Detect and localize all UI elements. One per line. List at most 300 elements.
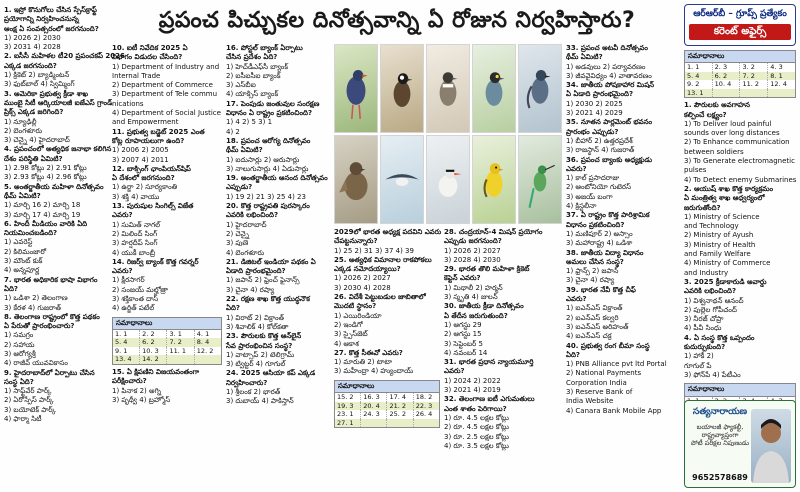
option-line: 3) 2031 4) 2028: [4, 43, 61, 52]
question-line: విధానం ఏ రాష్ట్రం ప్రకటించింది?: [226, 109, 313, 118]
option-line: 1) ఎయిరిండియా: [334, 311, 382, 320]
question-line: 11. ప్రభుత్వ బడ్జెట్ 2025 ఎంత: [112, 127, 205, 136]
answer-cell: [387, 419, 413, 428]
answer-cell: 1. 1: [685, 63, 712, 72]
question-line: 18. ప్రపంచ ఆరోగ్య దినోత్సవం: [226, 136, 311, 145]
option-line: and Industry: [684, 268, 729, 277]
option-line: 3) ఆరోగ్యశ్రీ: [4, 349, 36, 358]
option-line: 3) పుణె: [226, 239, 249, 248]
answer-cell: [712, 89, 740, 98]
answer-cell: 21. 2: [387, 402, 413, 411]
option-line: 3) రూ. 2.5 లక్షల కోట్లు: [444, 432, 509, 441]
option-line: 1) సుమిత్ నాగల్: [112, 220, 161, 229]
column-5: [444, 228, 562, 484]
badge-subtitle: ఆర్‌ఆర్‌బీ – గ్రూప్స్ ప్రత్యేకం: [693, 9, 787, 19]
option-line: 3) To Generate electromagnetic: [684, 157, 795, 166]
answer-cell: 27. 1: [335, 419, 361, 428]
answer-box-2: [334, 380, 440, 428]
option-line: 3) ఫోన్‌పే 4) పేటీఎం: [684, 370, 741, 379]
option-line: Corporation India: [566, 378, 627, 387]
option-line: 4) Department of Social Justice: [112, 109, 221, 118]
option-line: 3) నాలుగుసార్లు 4) ఏడుసార్లు: [226, 164, 309, 173]
question-line: ఎవరు?: [566, 295, 587, 304]
question-line: 25. అత్యధిక విమానాల రాకపోకలు: [334, 255, 432, 264]
option-line: 4) బెంగళూరు: [226, 248, 265, 257]
column-3: [226, 44, 330, 484]
sparrow-photo-collage: [334, 44, 562, 224]
option-line: 1) 2026 2) 2027: [444, 246, 501, 255]
bird-photo: [334, 44, 378, 133]
option-line: 4) పీవీ సింధు: [684, 324, 722, 333]
question-line: 40. ప్రభుత్వ రంగ బీమా సంస్థ: [566, 341, 650, 350]
option-line: and Family Welfare: [684, 250, 751, 259]
option-line: 3) చైనా 4) రష్యా: [226, 285, 275, 294]
badge-title: కరెంట్ అఫైర్స్: [689, 24, 791, 40]
column-7-questions: [684, 101, 796, 380]
question-line: 24. 2025 ఆసియా కప్ ఎక్కడ: [226, 369, 316, 378]
option-line: 3) మార్చి 17 4) మార్చి 19: [4, 210, 81, 219]
option-line: 4) ఆకాశ: [334, 339, 359, 348]
answer-cell: 1. 1: [113, 330, 140, 339]
answer-cell: 12. 2: [196, 346, 214, 355]
option-line: 2) ఆగస్టు 15: [444, 330, 482, 339]
question-line: 27. కొత్త సీఈవో ఎవరు?: [334, 348, 403, 357]
question-line: 1. పౌరులకు అవగాహన: [684, 101, 750, 110]
question-line: 22. రక్షణ శాఖ కొత్త యుద్ధనౌక: [226, 295, 310, 304]
option-line: 2) To Enhance communication: [684, 138, 790, 147]
option-line: 2) ఐసీఐసీఐ బ్యాంక్: [226, 71, 281, 80]
bird-photo: [380, 44, 424, 133]
option-line: 2) ఆంటోనియో గుటెరస్: [566, 183, 631, 192]
option-line: 1) హెచ్‌డీఎఫ్‌సీ బ్యాంక్: [226, 62, 288, 71]
answer-cell: 24. 3: [361, 410, 387, 419]
question-line: 30. జాతీయ క్రీడా దినోత్సవం: [444, 302, 524, 311]
option-line: 4) రాజీవ్ యువవికాసం: [4, 359, 68, 368]
option-line: 1) మార్చి 16 2) మార్చి 18: [4, 201, 81, 210]
author-box: [684, 400, 796, 488]
question-line: 14. రిజర్వ్ బ్యాంక్ కొత్త గవర్నర్: [112, 257, 199, 266]
question-line: ఎవరు?: [566, 164, 587, 173]
option-line: 1) విశ్వనాథన్ ఆనంద్: [684, 296, 744, 305]
option-line: 3) సెప్టెంబర్ 5: [444, 339, 483, 348]
question-line: థీమ్ ఏమిటి?: [566, 53, 603, 62]
bird-photo: [334, 135, 378, 224]
question-line: 31. భారత ప్రధాన న్యాయమూర్తి: [444, 358, 534, 367]
option-line: 3) Ministry of Health: [684, 240, 756, 249]
option-line: 1) శ్రీలంక 2) భారత్: [226, 387, 281, 396]
option-line: 2) సంజయ్ మల్హోత్రా: [112, 285, 168, 294]
option-line: 3) బయోటెక్ పార్క్: [4, 405, 56, 414]
option-line: 3) మహీంద్రా 4) హ్యుందాయ్: [334, 367, 414, 376]
option-line: 2) ఇండిగో: [334, 320, 363, 329]
option-line: 1) ఐఎన్ఎస్ విక్రాంత్: [566, 304, 623, 313]
column-2-questions: [112, 44, 222, 314]
option-line: 1) 2.98 కోట్లు 2) 2.91 కోట్లు: [4, 164, 87, 173]
answer-cell: [768, 89, 795, 98]
question-line: అమలు చేసిన సంస్థ?: [566, 257, 624, 266]
question-line: ఏ తేదీన జరుగుతుంది?: [444, 311, 508, 320]
question-line: ఏది?: [566, 350, 580, 359]
question-line: 37. ఏ రాష్ట్రం కొత్త పారిశ్రామిక: [566, 211, 650, 220]
option-line: 2) National Payments: [566, 369, 642, 378]
answer-cell: 19. 3: [335, 402, 361, 411]
column-2: [112, 44, 222, 484]
question-line: చేపట్టనున్నారు?: [334, 237, 378, 246]
author-role-line: రాష్ట్రవ్యాప్తంగా: [701, 431, 739, 439]
answer-cell: 12. 4: [770, 80, 787, 89]
question-line: 34. జాతీయ పోషకాహార మిషన్: [566, 81, 655, 90]
question-line: ఏ మంత్రిత్వ శాఖ ఆధ్వర్యంలో: [684, 194, 765, 203]
answer-box-heading: సమాధానాలు: [685, 384, 795, 396]
question-line: 33. ప్రపంచ అటవీ దినోత్సవం: [566, 44, 648, 52]
question-line: సంస్థ ఏది?: [4, 377, 34, 386]
answer-cell: 10. 3: [140, 347, 167, 356]
question-line: 5. అంతర్జాతీయ మహిళా దినోత్సవం: [4, 182, 104, 191]
question-line: ఎవరు?: [112, 211, 133, 220]
question-line: మొదటి స్థానం?: [334, 302, 377, 311]
answer-cell: 8. 4: [196, 338, 210, 347]
bird-photo: [518, 44, 562, 133]
bird-photo: [426, 44, 470, 133]
option-line: 4) Ministry of Commerce: [684, 259, 771, 268]
answer-cell: 3. 1: [167, 330, 194, 339]
option-line: 3) 2028 4) 2030: [444, 255, 501, 264]
option-line: 1) Ministry of Science: [684, 212, 760, 221]
question-line: థీమ్ ఏమిటి?: [226, 146, 263, 155]
question-line: ఎవరు?: [444, 367, 465, 376]
question-line: చేసిన ప్రదేశం ఏది?: [226, 53, 278, 62]
option-line: 1) పినాక 2) అగ్ని: [112, 386, 162, 395]
answer-cell: 4. 1: [196, 329, 210, 338]
question-line: 29. భారత తొలి మహిళా క్రికెట్: [444, 265, 530, 274]
option-line: 3) స్పైస్‌జెట్: [334, 330, 368, 339]
option-line: 1) 25 2) 31 3) 37 4) 39: [334, 246, 414, 255]
option-line: 3) 2021 4) 2019: [444, 386, 501, 395]
option-line: 3) రాజస్థాన్ 4) గుజరాత్: [566, 146, 635, 155]
question-line: దేశం పరిస్థితి ఏమిటి?: [4, 154, 63, 163]
answer-cell: [413, 419, 439, 428]
question-line: ఎంత శాతం పెరిగాయి?: [444, 404, 507, 413]
option-line: 3) ఎస్‌బీఐ: [226, 81, 256, 90]
question-line: కుదుర్చుకుంది?: [684, 343, 726, 352]
question-line: 4. ఏ సంస్థ కొత్త ఒప్పందం: [684, 333, 755, 342]
option-line: 3) 2007 4) 2011: [112, 155, 169, 164]
option-line: 1) ఒడిశా 2) తెలంగాణ: [4, 294, 68, 303]
option-line: 2) చెన్నై: [226, 229, 250, 238]
answer-cell: 2. 2: [140, 330, 167, 339]
option-line: 3) చెన్నై 4) హైదరాబాద్: [4, 136, 70, 145]
question-line: 12. బాక్సింగ్ ఛాంపియన్‌షిప్: [112, 164, 191, 173]
answer-cell: 23. 1: [335, 410, 361, 419]
question-line: 26. విదేశీ పెట్టుబడుల జాబితాలో: [334, 293, 426, 302]
option-line: 1) బీహార్ 2) ఉత్తరప్రదేశ్: [566, 136, 633, 145]
answer-cell: 9. 2: [685, 80, 712, 89]
answer-cell: 5. 4: [113, 338, 140, 347]
option-line: 3) జీవవైవిధ్యం 4) వాతావరణం: [566, 71, 652, 80]
question-line: 3. 2025 క్రీడాకారుడి అవార్డు: [684, 277, 767, 286]
question-line: 2. ఆయుష్ శాఖ కొత్త కార్యక్రమం: [684, 184, 774, 193]
option-line: between soldiers: [684, 147, 744, 156]
option-line: 3) 2.93 కోట్లు 4) 2.96 కోట్లు: [4, 173, 87, 182]
option-line: 1) 2030 2) 2025: [566, 99, 623, 108]
option-line: 1) To Deliver loud painful: [684, 119, 772, 128]
bird-photo: [380, 135, 424, 224]
question-line: ముంబై సిటీ ఆర్కియాలజీ ఐజేఎస్ గ్రాండ్: [4, 98, 113, 107]
question-line: 10. ఐటీ నివేదిక 2025 ఏ: [112, 44, 188, 52]
option-line: sounds over long distances: [684, 129, 780, 138]
option-line: 4) ఉర్జిత్ పటేల్: [112, 304, 155, 313]
option-line: గూగుల్ పే: [684, 361, 712, 370]
question-line: 2029లో భారత అధ్యక్ష పదవిని ఎవరు: [334, 228, 442, 236]
question-line: ఎప్పుడు?: [226, 183, 253, 192]
question-line: ఏ ఏడాది ప్రారంభమైంది?: [566, 90, 634, 99]
option-line: 1) వాట్సాప్ 2) టెలిగ్రామ్: [226, 350, 295, 359]
option-line: 1) ఫ్రాన్స్ 2) జపాన్: [566, 267, 619, 276]
option-line: 3) దుబాయ్ 4) పాకిస్తాన్: [226, 397, 294, 406]
option-line: 3) కేరళ 4) గుజరాత్: [4, 303, 61, 312]
question-line: 1. ఇస్రో కొనుగోలు చేసిన స్పేస్‌క్రాఫ్ట్: [4, 6, 97, 14]
option-line: 3) శక్తి 4) వాయు: [112, 192, 160, 201]
option-line: 4) నవంబర్ 14: [444, 348, 488, 357]
question-line: ఏ దేశంలో జరగనుంది?: [112, 174, 175, 183]
question-line: ఎప్పుడు జరగనుంది?: [444, 237, 502, 246]
answer-box-3: [684, 50, 796, 98]
option-line: 1) PNB Alliance pvt ltd Portal: [566, 360, 667, 369]
option-line: 3) శివాలిక్ 4) కోల్‌కతా: [226, 322, 289, 331]
question-line: సేవ ప్రారంభించిన సంస్థ?: [226, 341, 293, 350]
bird-photo: [518, 135, 562, 224]
option-line: 3) ట్విట్టర్ 4) గూగుల్: [226, 360, 286, 369]
option-line: 1) ఉర్జా 2) సూర్యకాంతి: [112, 183, 178, 192]
answer-cell: 11. 2: [740, 80, 768, 89]
answer-cell: 8. 1: [770, 71, 783, 80]
option-line: 1) 4 2) 5 3) 1: [226, 118, 273, 127]
answer-cell: 7. 2: [167, 338, 194, 347]
author-photo: [751, 409, 791, 483]
question-line: 23. పౌరులకు కొత్త ఆన్‌లైన్: [226, 332, 302, 341]
answer-cell: 13. 1: [685, 89, 712, 98]
answer-cell: [194, 355, 221, 364]
option-line: 1) మారుతి 2) టాటా: [334, 358, 393, 367]
answer-box-1: [112, 317, 222, 365]
answer-cell: 15. 2: [335, 393, 361, 402]
option-line: 3) ఐఎన్ఎస్ అరిహంత్: [566, 322, 629, 331]
option-line: 2) ఐఎన్ఎస్ కల్వరి: [566, 313, 619, 322]
question-line: 19. అంతర్జాతీయ ఆనంద దినోత్సవం: [226, 174, 328, 183]
author-name: సత్యనారాయణ: [692, 407, 748, 417]
answer-cell: 2. 3: [712, 63, 740, 72]
question-line: జరుగుతోంది?: [684, 203, 721, 212]
question-line: నియమించబడింది?: [4, 229, 58, 238]
answer-cell: 9. 1: [113, 347, 140, 356]
column-4: [334, 228, 440, 484]
answer-cell: 20. 4: [361, 402, 387, 411]
section-badge: [684, 4, 796, 46]
question-line: 21. డిజిటల్ ఇండియా పథకం ఏ: [226, 257, 316, 266]
question-line: ఎవరికి లభించింది?: [226, 211, 279, 220]
answer-cell: [167, 355, 194, 364]
option-line: 2) సహాయ: [4, 340, 35, 349]
option-line: 3) నీరజ్ చోప్రా: [684, 315, 724, 324]
option-line: 3) ఫుట్‌బాల్ 4) స్విమ్మింగ్: [4, 80, 75, 89]
option-line: pulses: [684, 166, 707, 175]
option-line: 1) హైదరాబాద్: [226, 220, 267, 229]
question-line: నిర్వహించారు?: [226, 378, 268, 387]
option-line: 4) Canara Bank Mobile App: [566, 406, 662, 415]
option-line: 3) Reserve Bank of: [566, 387, 633, 396]
page-header: [112, 4, 682, 42]
question-line: కోట్ల రూపాయలుగా ఉంది?: [112, 136, 185, 145]
question-line: పరీక్షించారు?: [112, 377, 147, 386]
bird-photo: [426, 135, 470, 224]
option-line: 1) క్రికెట్ 2) బ్యాడ్మింటన్: [4, 71, 70, 80]
option-line: 1) 2026 2) 2027: [334, 274, 391, 283]
answer-cell: 14. 2: [140, 355, 167, 364]
column-7: [684, 50, 796, 396]
question-line: కల్పించే లక్ష్యం?: [684, 110, 727, 119]
option-line: 1) సమగ్రం: [4, 331, 34, 340]
option-line: 3) శక్తికాంత దాస్: [112, 295, 159, 304]
option-line: and Technology: [684, 222, 739, 231]
author-role: [689, 423, 751, 447]
answer-cell: 25. 2: [387, 410, 413, 419]
option-line: 1) రూ. 4.5 లక్షల కోట్లు: [444, 413, 509, 422]
answer-cell: 18. 2: [415, 393, 433, 402]
question-line: థీమ్ ఏమిటి?: [4, 191, 41, 200]
question-line: 6. హిందీ మీడియం వారికి ఏది: [4, 219, 88, 228]
answer-cell: [361, 419, 387, 428]
option-line: 2) పుల్లెల గోపీచంద్: [684, 305, 737, 314]
option-line: 3) హర్షదీప్ సింగ్: [112, 239, 158, 248]
option-line: Internal Trade: [112, 71, 161, 80]
option-line: 2) మిలింద్ సింగ్: [112, 229, 158, 238]
option-line: 4) అన్నపూర్ణ: [4, 266, 40, 275]
option-line: 1) జపాన్ 2) ఫ్రెంచ్ ఫైనాన్స్: [226, 276, 300, 285]
answer-cell: 22. 3: [415, 401, 433, 410]
column-4-questions: [334, 228, 440, 377]
option-line: 1) సాఫ్ట్‌వేర్ పార్క్: [4, 387, 52, 396]
option-line: 4) To Detect enemy Submarines: [684, 175, 797, 184]
bird-photo: [472, 44, 516, 133]
option-line: 1) 2026 2) 2030: [4, 33, 61, 42]
question-line: ఎవరు?: [112, 267, 133, 276]
option-line: 2) రూ. 4.5 లక్షల కోట్లు: [444, 423, 509, 432]
column-6: [566, 44, 678, 484]
question-line: 3. అమెరికా ప్రభుత్వ క్రీడా శాఖ: [4, 89, 89, 98]
answer-cell: 26. 4: [415, 410, 433, 419]
option-line: 3) Department of Tele commu: [112, 90, 218, 99]
answer-cell: 16. 3: [361, 393, 387, 402]
question-line: 7. భారత అధికారిక భాషా విభాగం: [4, 275, 98, 284]
author-role-line: బయాలజీ ఫ్యాకల్టీ,: [696, 423, 744, 431]
option-line: 3) చైనా 4) రష్యా: [566, 276, 615, 285]
option-line: 2) కిలిమంజారో: [4, 247, 47, 256]
question-line: ఎవరికి లభించింది?: [684, 287, 737, 296]
answer-cell: 5. 4: [685, 72, 712, 81]
question-line: 20. కొత్త రాష్ట్రపతి పురస్కారం: [226, 202, 310, 211]
option-line: 1) మణిపూర్ 2) అస్సాం: [566, 229, 633, 238]
question-line: 4. ప్రపంచంలో అత్యధిక జనాభా కలిగిన: [4, 145, 112, 154]
option-line: 1) 2024 2) 2022: [444, 376, 501, 385]
question-line: 2. ఐసీసీ మహిళల టీ20 ప్రపంచకప్ 2026: [4, 52, 125, 61]
question-line: ఏ పేరుతో ప్రారంభించారు?: [4, 322, 75, 331]
option-line: 4) ఐఎన్ఎస్ చక్ర: [566, 332, 612, 341]
bird-photo: [472, 135, 516, 224]
answer-box-heading: సమాధానాలు: [685, 51, 795, 63]
option-line: 1) 2006 2) 2005: [112, 146, 169, 155]
question-line: 39. భారత నేవీ కొత్త చీఫ్: [566, 285, 636, 294]
option-line: 3) స్మృతి 4) జులన్: [444, 293, 498, 302]
question-line: ఏది?: [4, 284, 18, 293]
question-line: విభాగం విడుదల చేసింది?: [112, 53, 183, 62]
question-line: 17. పెంపుడు జంతువుల సంరక్షణ: [226, 99, 320, 108]
option-line: 3) 2030 4) 2028: [334, 283, 391, 292]
question-line: 16. పోస్టల్ బ్యాంక్ ఏర్పాటు: [226, 44, 303, 52]
column-2-questions-more: [112, 368, 222, 405]
answer-cell: 4. 3: [770, 63, 783, 72]
option-line: 1) ఆగస్టు 29: [444, 320, 482, 329]
question-line: 9. హైదరాబాద్‌లో ఏర్పాటు చేసిన: [4, 368, 95, 377]
answer-cell: 7. 2: [740, 72, 768, 81]
option-line: 3) పృథ్వీ 4) బ్రహ్మోస్: [112, 395, 171, 404]
option-line: nications: [112, 99, 144, 108]
question-line: ఎక్కడ జరగనుంది?: [4, 61, 57, 70]
answer-cell: 17. 4: [387, 393, 413, 402]
page-title: ప్రపంచ పిచ్చుకల దినోత్సవాన్ని ఏ రోజున నిర్వహిస్తారు?: [158, 8, 636, 33]
option-line: 1) మిథాలీ 2) హర్మన్: [444, 283, 503, 292]
question-line: 15. ఏ క్షిపణిని విజయవంతంగా: [112, 367, 200, 376]
option-line: 1) ఐదుసార్లు 2) ఆరుసార్లు: [226, 155, 300, 164]
option-line: 1) 19 2) 21 3) 25 4) 23: [226, 192, 306, 201]
option-line: India Website: [566, 397, 614, 406]
option-line: 2) బెంగళూరు: [4, 126, 43, 135]
option-line: 1) ఎవరెస్ట్: [4, 238, 33, 247]
question-line: 32. తెలంగాణ ఐటీ ఎగుమతులు: [444, 395, 535, 404]
option-line: 1) క్షీరసాగర్: [112, 276, 145, 285]
answer-cell: 3. 2: [740, 63, 768, 72]
answer-cell: 11. 1: [167, 347, 194, 356]
answer-cell: 10. 4: [712, 80, 740, 89]
answer-cell: 6. 2: [140, 338, 167, 347]
option-line: 1) కాల్ ప్రసాదరాజు: [566, 174, 620, 183]
option-line: 3) మౌంట్ కుక్: [4, 257, 43, 266]
question-line: ప్రిక్స్ ఎక్కడ జరిగింది?: [4, 108, 64, 117]
question-line: ఎక్కడ నమోదయ్యాయి?: [334, 265, 401, 274]
option-line: 4) క్రిస్టలీనా: [566, 202, 597, 211]
option-line: 1) హాకీ 2): [684, 352, 714, 361]
option-line: 4) రూ. 3.5 లక్షల కోట్లు: [444, 441, 509, 450]
option-line: 4) 2: [226, 127, 240, 136]
question-line: 35. నూతన పార్లమెంట్ భవనం: [566, 118, 653, 127]
author-phone: 9652578689: [692, 473, 748, 482]
answer-cell: 13. 4: [113, 355, 140, 364]
answer-cell: 6. 2: [712, 72, 740, 81]
option-line: 4) యాక్సిస్ బ్యాంక్: [226, 90, 279, 99]
option-line: and Empowerment: [112, 118, 179, 127]
option-line: 2) Department of Commerce: [112, 81, 213, 90]
option-line: 4) యుకీ బాంబ్రీ: [112, 248, 156, 257]
question-line: ఏది?: [226, 304, 240, 313]
author-role-line: పోటీ పరీక్షల నిపుణుడు: [691, 439, 749, 447]
question-line: ప్రయోగాన్ని నిర్వహించనున్న: [4, 15, 79, 24]
question-line: ప్రారంభం ఎప్పుడు?: [566, 127, 619, 136]
option-line: 1) Department of Industry and: [112, 62, 220, 71]
option-line: 1) విరాట్ 2) విక్రాంత్: [226, 313, 284, 322]
question-line: 8. తెలంగాణ రాష్ట్రంలో కొత్త పథకం: [4, 312, 100, 321]
question-line: 28. చంద్రయాన్-4 మిషన్ ప్రయోగం: [444, 228, 543, 236]
option-line: 3) మహారాష్ట్ర 4) ఒడిశా: [566, 239, 633, 248]
question-line: 13. పురుషుల సింగిల్స్ విజేత: [112, 202, 194, 211]
